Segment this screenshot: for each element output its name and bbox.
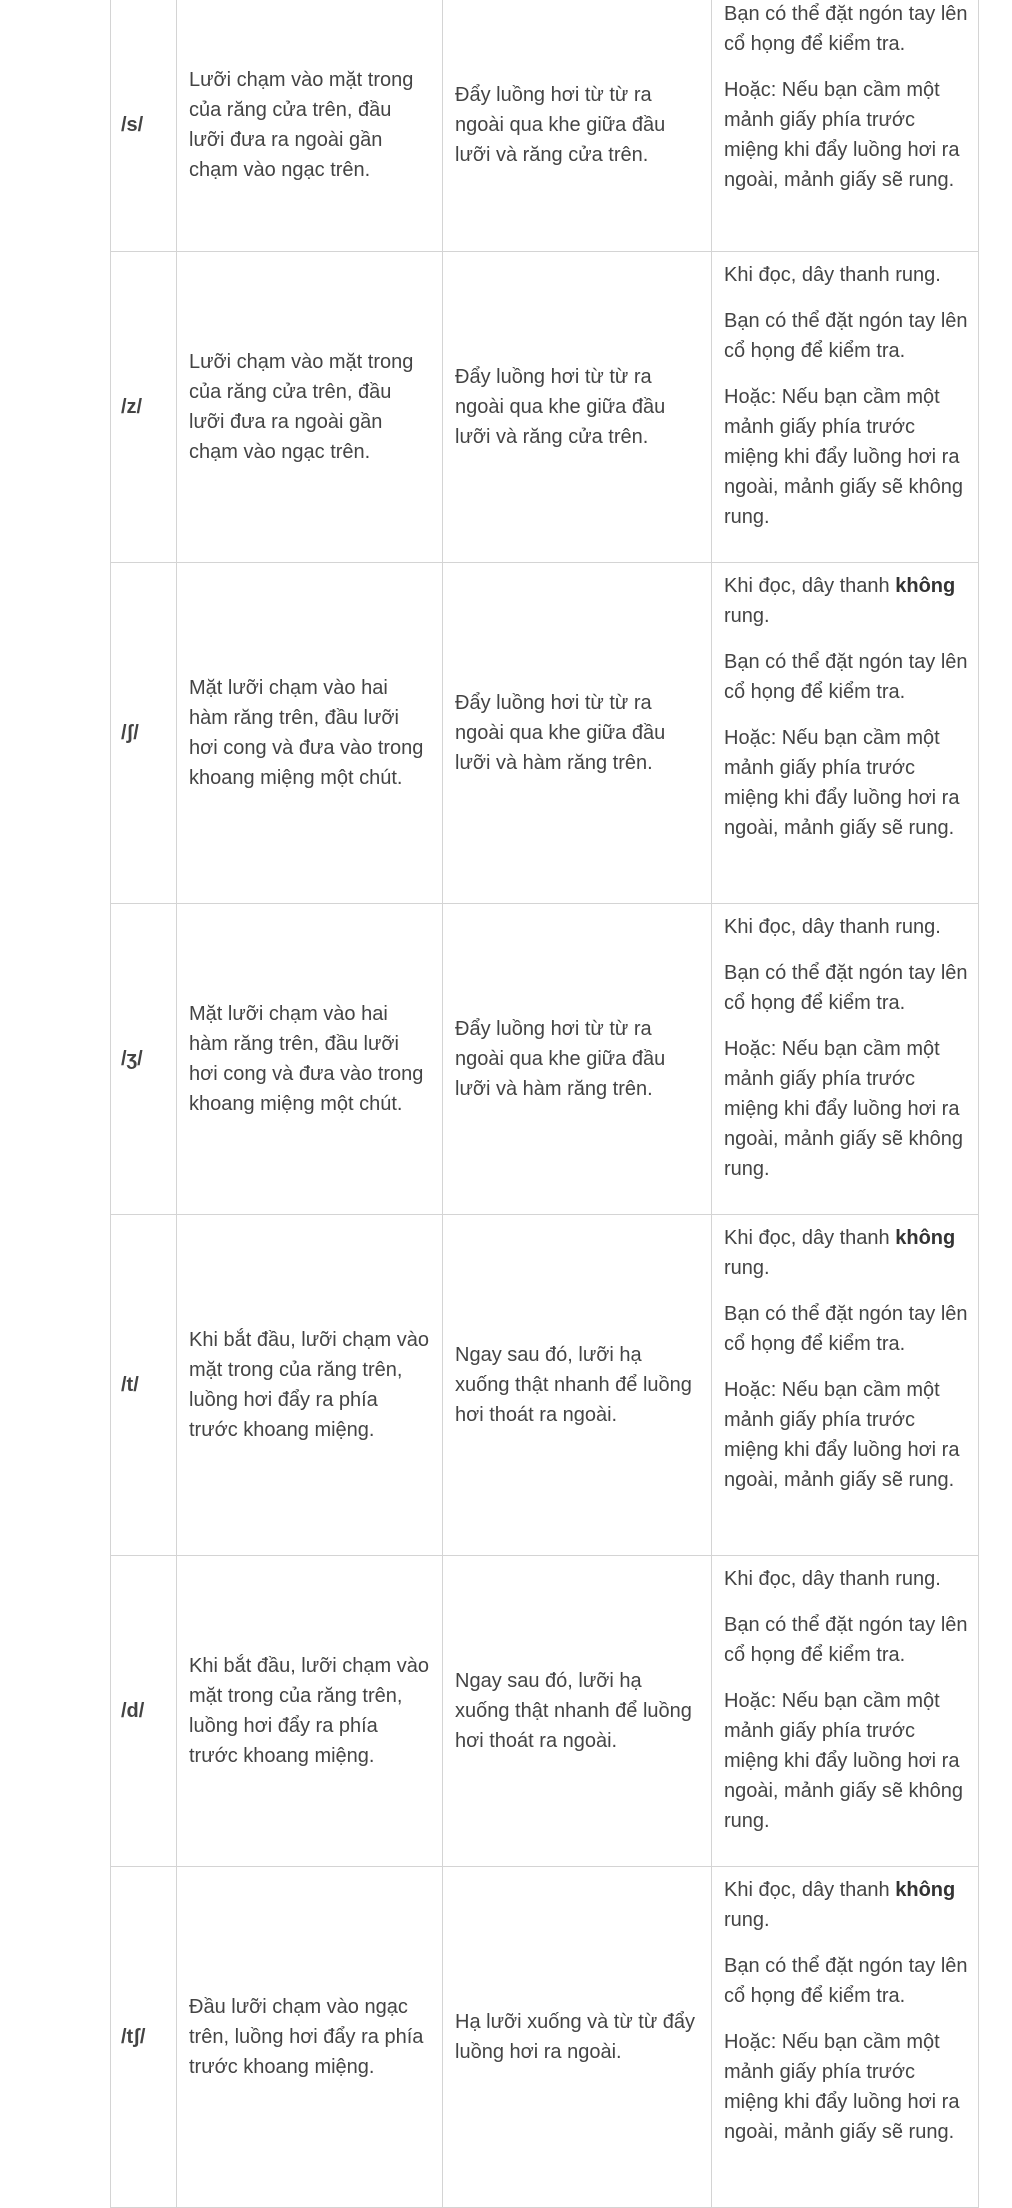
airflow-cell: Hạ lưỡi xuống và từ từ đẩy luồng hơi ra ngoài. <box>443 1867 712 2208</box>
pronunciation-table-container <box>110 0 978 2208</box>
paper-test-note: Hoặc: Nếu bạn cầm một mảnh giấy phía trước miệng khi đẩy luồng hơi ra ngoài, mảnh giấy sẽ không rung. <box>724 1038 964 1180</box>
consonant-pronunciation-table <box>110 0 979 2208</box>
paper-test-note: Hoặc: Nếu bạn cầm một mảnh giấy phía trước miệng khi đẩy luồng hơi ra ngoài, mảnh giấy sẽ rung. <box>724 79 960 191</box>
airflow-cell: Đẩy luồng hơi từ từ ra ngoài qua khe giữa đầu lưỡi và răng cửa trên. <box>443 0 712 252</box>
tongue-position-cell: Mặt lưỡi chạm vào hai hàm răng trên, đầu lưỡi hơi cong và đưa vào trong khoang miệng một chút. <box>177 563 443 904</box>
airflow-cell: Đẩy luồng hơi từ từ ra ngoài qua khe giữa đầu lưỡi và hàm răng trên. <box>443 563 712 904</box>
airflow-cell: Ngay sau đó, lưỡi hạ xuống thật nhanh để luồng hơi thoát ra ngoài. <box>443 1215 712 1556</box>
vibration-emphasis: không <box>895 1879 956 1901</box>
table-row <box>111 1215 979 1556</box>
notes-cell <box>712 1556 979 1867</box>
table-row <box>111 1556 979 1867</box>
table-row <box>111 1867 979 2208</box>
vibration-note: Khi đọc, dây thanh không rung. <box>724 1227 956 1279</box>
paper-test-note: Hoặc: Nếu bạn cầm một mảnh giấy phía trước miệng khi đẩy luồng hơi ra ngoài, mảnh giấy sẽ không rung. <box>724 386 964 528</box>
vibration-note: Khi đọc, dây thanh rung. <box>724 916 941 938</box>
tongue-position-cell: Đầu lưỡi chạm vào ngạc trên, luồng hơi đẩy ra phía trước khoang miệng. <box>177 1867 443 2208</box>
tongue-position-cell: Lưỡi chạm vào mặt trong của răng cửa trên, đầu lưỡi đưa ra ngoài gần chạm vào ngạc trên. <box>177 0 443 252</box>
table-row <box>111 0 979 252</box>
check-throat-note: Bạn có thể đặt ngón tay lên cổ họng để kiểm tra. <box>724 962 968 1014</box>
vibration-note: Khi đọc, dây thanh rung. <box>724 264 941 286</box>
paper-test-note: Hoặc: Nếu bạn cầm một mảnh giấy phía trước miệng khi đẩy luồng hơi ra ngoài, mảnh giấy sẽ không rung. <box>724 1690 964 1832</box>
notes-cell <box>712 252 979 563</box>
vibration-emphasis: không <box>895 1227 956 1249</box>
phoneme-symbol: /z/ <box>111 252 177 563</box>
check-throat-note: Bạn có thể đặt ngón tay lên cổ họng để kiểm tra. <box>724 1614 968 1666</box>
table-row <box>111 904 979 1215</box>
tongue-position-cell: Khi bắt đầu, lưỡi chạm vào mặt trong của răng trên, luồng hơi đẩy ra phía trước khoang miệng. <box>177 1556 443 1867</box>
notes-cell <box>712 904 979 1215</box>
tongue-position-cell: Mặt lưỡi chạm vào hai hàm răng trên, đầu lưỡi hơi cong và đưa vào trong khoang miệng một chút. <box>177 904 443 1215</box>
vibration-emphasis: không <box>895 575 956 597</box>
notes-cell <box>712 1867 979 2208</box>
phoneme-symbol: /t/ <box>111 1215 177 1556</box>
vibration-note: Khi đọc, dây thanh không rung. <box>724 1879 956 1931</box>
phoneme-symbol: /d/ <box>111 1556 177 1867</box>
vibration-note: Khi đọc, dây thanh rung. <box>724 1568 941 1590</box>
notes-cell <box>712 1215 979 1556</box>
paper-test-note: Hoặc: Nếu bạn cầm một mảnh giấy phía trước miệng khi đẩy luồng hơi ra ngoài, mảnh giấy sẽ rung. <box>724 2031 960 2143</box>
phoneme-symbol: /ʒ/ <box>111 904 177 1215</box>
airflow-cell: Đẩy luồng hơi từ từ ra ngoài qua khe giữa đầu lưỡi và hàm răng trên. <box>443 904 712 1215</box>
check-throat-note: Bạn có thể đặt ngón tay lên cổ họng để kiểm tra. <box>724 1303 968 1355</box>
notes-cell <box>712 563 979 904</box>
airflow-cell: Đẩy luồng hơi từ từ ra ngoài qua khe giữa đầu lưỡi và răng cửa trên. <box>443 252 712 563</box>
tongue-position-cell: Khi bắt đầu, lưỡi chạm vào mặt trong của răng trên, luồng hơi đẩy ra phía trước khoang miệng. <box>177 1215 443 1556</box>
vibration-note: Khi đọc, dây thanh không rung. <box>724 575 956 627</box>
check-throat-note: Bạn có thể đặt ngón tay lên cổ họng để kiểm tra. <box>724 1955 968 2007</box>
table-row <box>111 563 979 904</box>
check-throat-note: Bạn có thể đặt ngón tay lên cổ họng để kiểm tra. <box>724 651 968 703</box>
notes-cell <box>712 0 979 252</box>
paper-test-note: Hoặc: Nếu bạn cầm một mảnh giấy phía trước miệng khi đẩy luồng hơi ra ngoài, mảnh giấy sẽ rung. <box>724 727 960 839</box>
check-throat-note: Bạn có thể đặt ngón tay lên cổ họng để kiểm tra. <box>724 3 968 55</box>
phoneme-symbol: /tʃ/ <box>111 1867 177 2208</box>
phoneme-symbol: /s/ <box>111 0 177 252</box>
phoneme-symbol: /ʃ/ <box>111 563 177 904</box>
check-throat-note: Bạn có thể đặt ngón tay lên cổ họng để kiểm tra. <box>724 310 968 362</box>
tongue-position-cell: Lưỡi chạm vào mặt trong của răng cửa trên, đầu lưỡi đưa ra ngoài gần chạm vào ngạc trên. <box>177 252 443 563</box>
airflow-cell: Ngay sau đó, lưỡi hạ xuống thật nhanh để luồng hơi thoát ra ngoài. <box>443 1556 712 1867</box>
paper-test-note: Hoặc: Nếu bạn cầm một mảnh giấy phía trước miệng khi đẩy luồng hơi ra ngoài, mảnh giấy sẽ rung. <box>724 1379 960 1491</box>
table-row <box>111 252 979 563</box>
